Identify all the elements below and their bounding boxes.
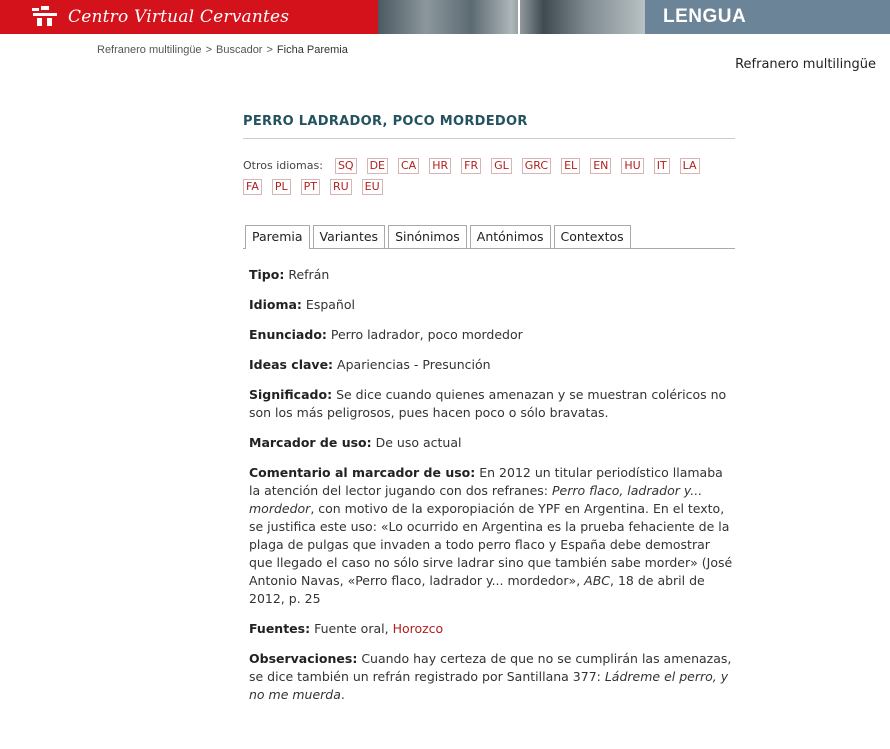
site-banner xyxy=(0,0,890,34)
field-value: Español xyxy=(305,297,355,312)
page-title: PERRO LADRADOR, POCO MORDEDOR xyxy=(243,114,735,139)
field-idioma xyxy=(249,296,735,314)
banner-photo xyxy=(378,0,645,34)
lang-link-de[interactable]: DE xyxy=(367,158,388,174)
site-brand[interactable] xyxy=(0,0,378,34)
field-tipo xyxy=(249,266,735,284)
field-ideas-clave xyxy=(249,356,735,374)
other-languages-label: Otros idiomas: xyxy=(243,159,323,172)
tab-variantes[interactable]: Variantes xyxy=(313,225,386,248)
field-comentario xyxy=(249,464,735,608)
field-label: Enunciado: xyxy=(249,327,327,342)
field-label: Idioma: xyxy=(249,297,302,312)
section-header[interactable] xyxy=(645,0,890,34)
tab-paremia[interactable]: Paremia xyxy=(245,225,310,249)
field-value: Se dice cuando quienes amenazan y se muestran coléricos no son los más peligrosos, pues hacen poco o sólo bravatas. xyxy=(249,387,727,420)
field-label: Significado: xyxy=(249,387,333,402)
comentario-text: , 18 de abril de 2012, p. 25 xyxy=(249,573,705,606)
lang-link-gl[interactable]: GL xyxy=(491,158,512,174)
lang-link-eu[interactable]: EU xyxy=(362,179,383,195)
comentario-text: En 2012 un titular periodístico llamaba la atención del lector jugando con dos refranes: xyxy=(249,465,723,498)
field-value: Perro ladrador, poco mordedor xyxy=(330,327,523,342)
main-content xyxy=(243,114,735,716)
tab-contextos[interactable]: Contextos xyxy=(554,225,631,248)
lang-link-it[interactable]: IT xyxy=(654,158,670,174)
field-enunciado xyxy=(249,326,735,344)
field-fuentes xyxy=(249,620,735,638)
source-link-horozco[interactable]: Horozco xyxy=(392,621,444,636)
section-label: LENGUA xyxy=(663,6,747,27)
lang-link-ru[interactable]: RU xyxy=(330,179,352,195)
lang-link-grc[interactable]: GRC xyxy=(522,158,551,174)
field-label: Tipo: xyxy=(249,267,285,282)
comentario-quote: Perro flaco, ladrador y... mordedor xyxy=(249,483,703,516)
lang-link-la[interactable]: LA xyxy=(680,158,700,174)
field-label: Marcador de uso: xyxy=(249,435,372,450)
breadcrumb-separator: > xyxy=(205,44,212,56)
site-name: Centro Virtual Cervantes xyxy=(68,7,290,27)
lang-link-fr[interactable]: FR xyxy=(461,158,481,174)
comentario-text: , con motivo de la exporopiación de YPF en Argentina. En el texto, se justifica este uso: «Lo ocurrido en Argentina es la prueba fehaciente de la plaga de pulgas que invaden a todo perro flaco y España debe demostrar que llegado el caso no sólo sirve ladrar sino que también sabe morder» (José Antonio Navas, «Perro flaco, ladrador y... mordedor», xyxy=(249,501,733,588)
observaciones-quote: Ládreme el perro, y no me muerda xyxy=(249,669,729,702)
breadcrumb-current: Ficha Paremia xyxy=(276,44,348,56)
lang-link-hu[interactable]: HU xyxy=(621,158,643,174)
breadcrumb-separator: > xyxy=(266,44,273,56)
field-observaciones xyxy=(249,650,735,704)
field-label: Ideas clave: xyxy=(249,357,334,372)
field-marcador-uso xyxy=(249,434,735,452)
breadcrumb xyxy=(97,44,348,56)
field-label: Observaciones: xyxy=(249,651,358,666)
refranero-link[interactable]: Refranero multilingüe xyxy=(735,57,876,72)
observaciones-text: . xyxy=(340,687,345,702)
lang-link-ca[interactable]: CA xyxy=(398,158,419,174)
field-value: Fuente oral, xyxy=(314,621,393,636)
other-languages xyxy=(243,156,735,198)
lang-link-fa[interactable]: FA xyxy=(243,179,262,195)
lang-link-sq[interactable]: SQ xyxy=(335,158,357,174)
field-label: Comentario al marcador de uso: xyxy=(249,465,476,480)
comentario-source: ABC xyxy=(584,573,611,588)
tab-antonimos[interactable]: Antónimos xyxy=(470,225,551,248)
lang-link-pl[interactable]: PL xyxy=(272,179,291,195)
field-value: Apariencias - Presunción xyxy=(337,357,491,372)
field-label: Fuentes: xyxy=(249,621,311,636)
breadcrumb-buscador[interactable]: Buscador xyxy=(216,44,263,56)
field-value: Refrán xyxy=(288,267,330,282)
field-value: De uso actual xyxy=(375,435,462,450)
lang-link-hr[interactable]: HR xyxy=(429,158,451,174)
cervantes-logo-icon xyxy=(30,6,60,28)
lang-link-el[interactable]: EL xyxy=(561,158,580,174)
observaciones-text: Cuando hay certeza de que no se cumplirán las amenazas, se dice también un refrán registrado por Santillana 377: xyxy=(249,651,732,684)
lang-link-en[interactable]: EN xyxy=(590,158,611,174)
breadcrumb-refranero[interactable]: Refranero multilingüe xyxy=(97,44,202,56)
field-significado xyxy=(249,386,735,422)
lang-link-pt[interactable]: PT xyxy=(301,179,320,195)
paremia-fields xyxy=(243,266,735,704)
tab-sinonimos[interactable]: Sinónimos xyxy=(388,225,467,248)
tab-bar xyxy=(243,225,735,249)
